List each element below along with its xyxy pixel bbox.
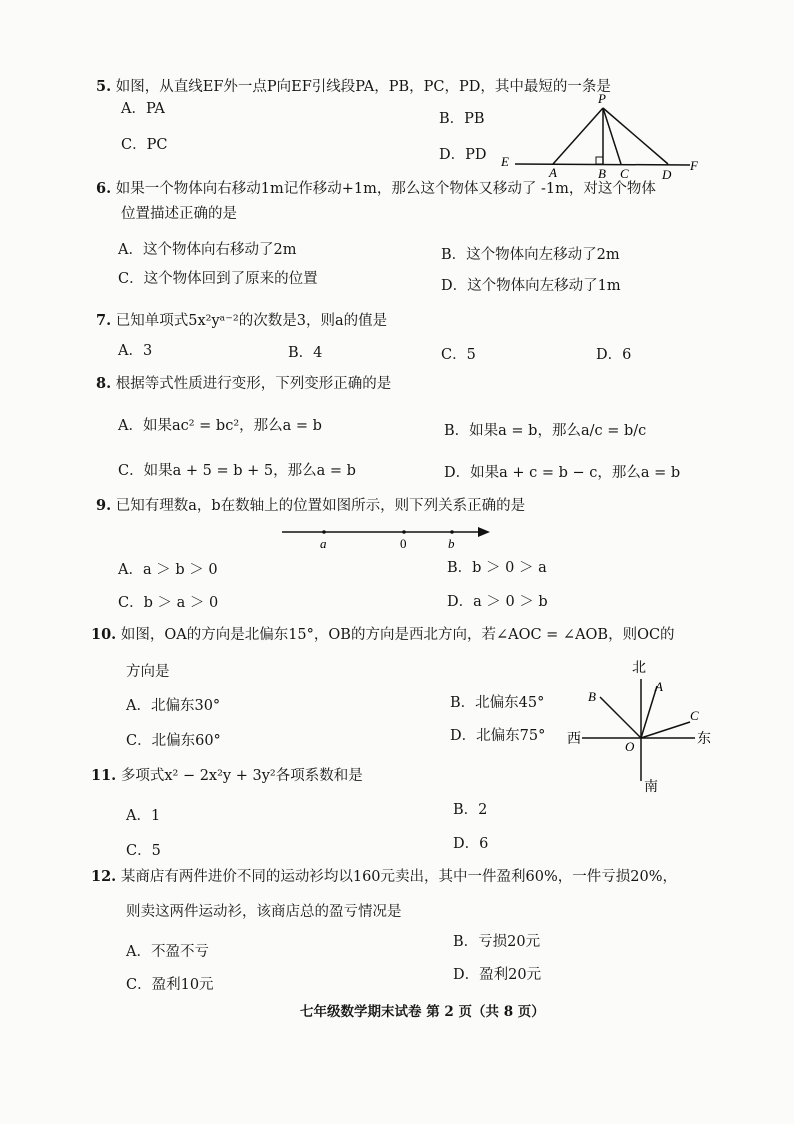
label-east: 东 — [697, 731, 711, 747]
ray-oc — [641, 722, 690, 738]
q11-option-c[interactable]: C．5 — [126, 843, 161, 859]
q8-text: 根据等式性质进行变形，下列变形正确的是 — [115, 376, 392, 392]
q10-option-b[interactable]: B．北偏东45° — [450, 695, 545, 711]
page-footer: 七年级数学期末试卷 第 2 页（共 8 页） — [300, 1004, 545, 1020]
q12-option-d[interactable]: D．盈利20元 — [453, 967, 542, 983]
q12-number: 12. — [91, 868, 117, 885]
label-a: A — [549, 165, 557, 180]
q12-text: 某商店有两件进价不同的运动衫均以160元卖出，其中一件盈利60%，一件亏损20%， — [120, 869, 677, 885]
q11-option-a[interactable]: A．1 — [126, 808, 161, 824]
q10-number: 10. — [91, 626, 117, 643]
label-a: A — [655, 679, 663, 694]
label-a: a — [320, 536, 327, 551]
q7-option-c[interactable]: C．5 — [441, 347, 476, 363]
q8-option-b[interactable]: B．如果a = b，那么a/c = b/c — [444, 423, 647, 439]
q5-number: 5. — [96, 78, 112, 95]
q6-text: 如果一个物体向右移动1m记作移动+1m，那么这个物体又移动了 -1m，对这个物体 — [115, 181, 656, 197]
q7-number: 7. — [96, 312, 112, 329]
label-b: B — [598, 166, 606, 181]
q12-stem-line1 — [91, 870, 677, 885]
q11-option-d[interactable]: D．6 — [453, 836, 489, 852]
q12-option-c[interactable]: C．盈利10元 — [126, 977, 214, 993]
q10-option-d[interactable]: D．北偏东75° — [450, 728, 546, 744]
label-d: D — [662, 167, 672, 182]
label-north: 北 — [632, 660, 646, 676]
q10-text: 如图，OA的方向是北偏东15°，OB的方向是西北方向，若∠AOC = ∠AOB，则OC的 — [120, 627, 675, 643]
q6-option-a[interactable]: A．这个物体向右移动了2m — [118, 242, 297, 258]
q11-option-b[interactable]: B．2 — [453, 802, 488, 818]
q9-text: 已知有理数a，b在数轴上的位置如图所示，则下列关系正确的是 — [115, 498, 526, 514]
q8-option-d[interactable]: D．如果a + c = b − c，那么a = b — [444, 465, 681, 481]
q12-option-a[interactable]: A．不盈不亏 — [126, 944, 209, 960]
label-b: b — [448, 536, 455, 551]
q10-option-c[interactable]: C．北偏东60° — [126, 733, 221, 749]
q7-option-a[interactable]: A．3 — [118, 343, 153, 359]
q5-option-b[interactable]: B．PB — [439, 111, 485, 127]
q7-option-d[interactable]: D．6 — [596, 347, 632, 363]
label-c: C — [620, 166, 629, 181]
q6-stem-line2: 位置描述正确的是 — [121, 206, 237, 222]
q11-text: 多项式x² − 2x²y + 3y²各项系数和是 — [120, 768, 363, 784]
q11-number: 11. — [91, 767, 117, 784]
q9-option-b[interactable]: B．b ＞ 0 ＞ a — [447, 560, 547, 576]
label-f: F — [690, 158, 698, 173]
q5-option-a[interactable]: A．PA — [121, 101, 165, 117]
label-p: P — [598, 91, 606, 106]
q12-stem-line2: 则卖这两件运动衫，该商店总的盈亏情况是 — [126, 904, 402, 920]
q6-number: 6. — [96, 180, 112, 197]
q6-option-c[interactable]: C．这个物体回到了原来的位置 — [118, 271, 318, 287]
q9-option-c[interactable]: C．b ＞ a ＞ 0 — [118, 595, 219, 611]
label-south: 南 — [644, 779, 658, 795]
q7-text: 已知单项式5x²yᵃ⁻²的次数是3，则a的值是 — [115, 313, 388, 329]
q10-option-a[interactable]: A．北偏东30° — [126, 698, 221, 714]
q7-option-b[interactable]: B．4 — [288, 345, 323, 361]
label-o: O — [625, 739, 635, 754]
q9-option-a[interactable]: A．a ＞ b ＞ 0 — [118, 562, 218, 578]
label-c: C — [690, 708, 699, 723]
q11-stem — [91, 769, 363, 784]
q6-option-b[interactable]: B．这个物体向左移动了2m — [441, 247, 620, 263]
q6-option-d[interactable]: D．这个物体向左移动了1m — [441, 278, 621, 294]
q10-stem-line2: 方向是 — [126, 664, 170, 680]
ray-ob — [600, 697, 641, 738]
label-e: E — [501, 154, 509, 169]
q8-option-c[interactable]: C．如果a + 5 = b + 5，那么a = b — [118, 463, 356, 479]
q12-option-b[interactable]: B．亏损20元 — [453, 934, 541, 950]
label-zero: 0 — [400, 536, 407, 551]
label-west: 西 — [567, 731, 581, 747]
q9-number: 9. — [96, 497, 112, 514]
q5-option-d[interactable]: D．PD — [439, 147, 487, 163]
q5-text: 如图，从直线EF外一点P向EF引线段PA，PB，PC，PD，其中最短的一条是 — [115, 79, 611, 95]
label-b: B — [588, 689, 596, 704]
q8-number: 8. — [96, 375, 112, 392]
q5-option-c[interactable]: C．PC — [121, 137, 168, 153]
q8-option-a[interactable]: A．如果ac² = bc²，那么a = b — [118, 418, 322, 434]
q9-option-d[interactable]: D．a ＞ 0 ＞ b — [447, 594, 548, 610]
